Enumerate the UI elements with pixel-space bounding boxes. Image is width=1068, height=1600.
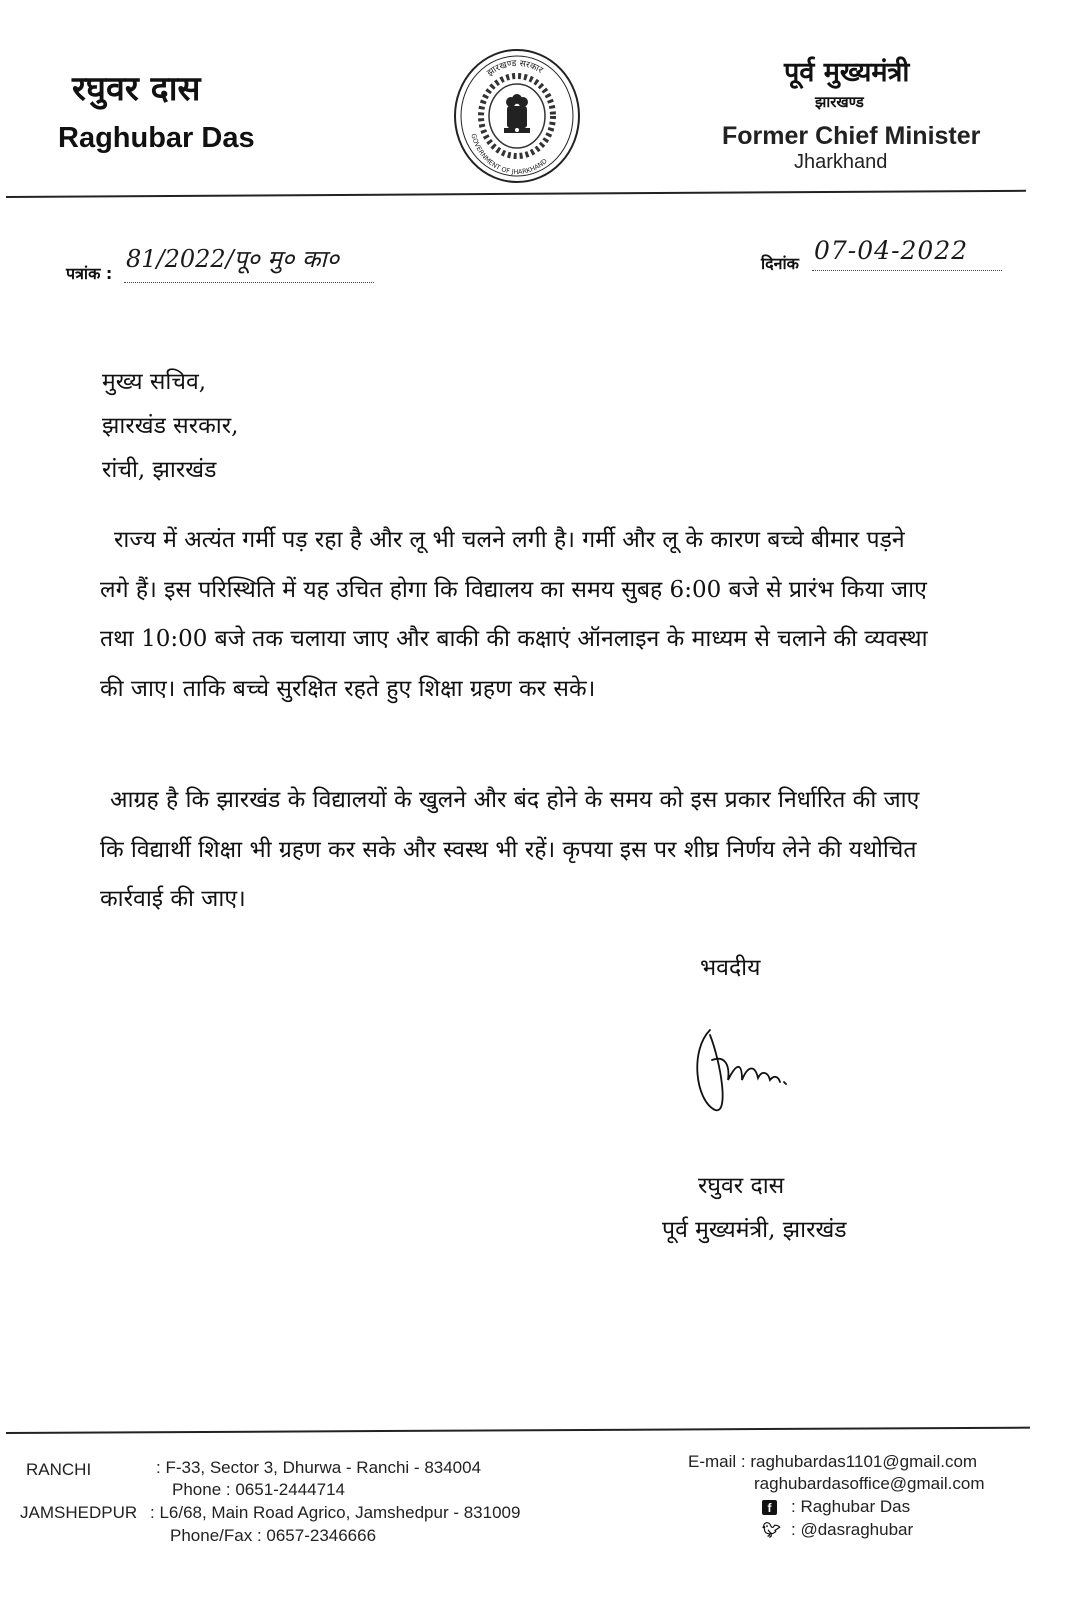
state-english: Jharkhand — [794, 151, 888, 173]
addressee-line-2: झारखंड सरकार, — [102, 413, 239, 439]
date-value: 07-04-2022 — [814, 236, 969, 265]
letter-paragraph-2 — [100, 776, 930, 925]
ranchi-label: RANCHI — [26, 1460, 92, 1479]
jamshedpur-address: : L6/68, Main Road Agrico, Jamshedpur - 831009 — [150, 1503, 521, 1522]
designation-hindi: पूर्व मुख्यमंत्री — [784, 57, 910, 88]
email-primary: E-mail : raghubardas1101@gmail.com — [688, 1452, 978, 1471]
signatory-designation: पूर्व मुख्यमंत्री, झारखंड — [662, 1217, 847, 1243]
paragraph-2-text: आग्रह है कि झारखंड के विद्यालयों के खुलने और बंद होने के समय को इस प्रकार निर्धारित की जाए कि विद्यार्थी शिक्षा भी ग्रहण कर सके और स्वस्थ भी रहें। कृपया इस पर शीघ्र निर्णय लेने की यथोचित कार्रवाई की जाए। — [100, 787, 920, 912]
twitter-icon: 🐦︎ — [762, 1522, 782, 1540]
twitter-contact — [762, 1520, 913, 1540]
jamshedpur-label: JAMSHEDPUR — [20, 1503, 138, 1522]
sender-name-english: Raghubar Das — [58, 122, 255, 154]
ranchi-address: : F-33, Sector 3, Dhurwa - Ranchi - 834004 — [156, 1458, 482, 1477]
reference-number: 81/2022/पू० मु० का० — [126, 245, 340, 273]
email-secondary: raghubardasoffice@gmail.com — [754, 1474, 985, 1493]
twitter-handle: : @dasraghubar — [791, 1520, 914, 1539]
designation-english: Former Chief Minister — [722, 122, 981, 150]
facebook-handle: : Raghubar Das — [791, 1497, 911, 1516]
closing-salutation: भवदीय — [700, 955, 761, 981]
date-label: दिनांक — [761, 254, 799, 273]
emblem-ring-text: GOVERNMENT OF JHARKHAND — [469, 132, 549, 177]
footer-divider — [6, 1427, 1030, 1434]
signatory-name: रघुवर दास — [698, 1173, 785, 1199]
facebook-icon: f — [762, 1500, 777, 1515]
paragraph-1-text: राज्य में अत्यंत गर्मी पड़ रहा है और लू भी चलने लगी है। गर्मी और लू के कारण बच्चे बीमार पड़ने लगे हैं। इस परिस्थिति में यह उचित होगा कि विद्यालय का समय सुबह 6:00 बजे से प्रारंभ किया जाए तथा 10:00 बजे तक चलाया जाए और बाकी की कक्षाएं ऑनलाइन के माध्यम से चलाने की व्यवस्था की जाए। ताकि बच्चे सुरक्षित रहते हुए शिक्षा ग्रहण कर सके। — [100, 527, 928, 702]
sender-name-hindi: रघुवर दास — [72, 69, 201, 109]
ranchi-phone: Phone : 0651-2444714 — [172, 1480, 345, 1499]
government-emblem-seal — [452, 44, 582, 184]
emblem-top-text: झारखण्ड सरकार — [485, 58, 545, 79]
letter-paragraph-1 — [100, 516, 930, 714]
addressee-line-1: मुख्य सचिव, — [102, 369, 207, 395]
state-hindi: झारखण्ड — [815, 93, 864, 111]
date-dotted-line — [812, 270, 1002, 271]
handwritten-signature — [680, 1020, 800, 1120]
header-divider — [6, 190, 1026, 198]
reference-label: पत्रांक : — [66, 264, 113, 283]
reference-dotted-line — [124, 282, 374, 283]
addressee-line-3: रांची, झारखंड — [102, 457, 217, 483]
jamshedpur-phone: Phone/Fax : 0657-2346666 — [170, 1526, 377, 1545]
facebook-contact — [762, 1497, 910, 1517]
